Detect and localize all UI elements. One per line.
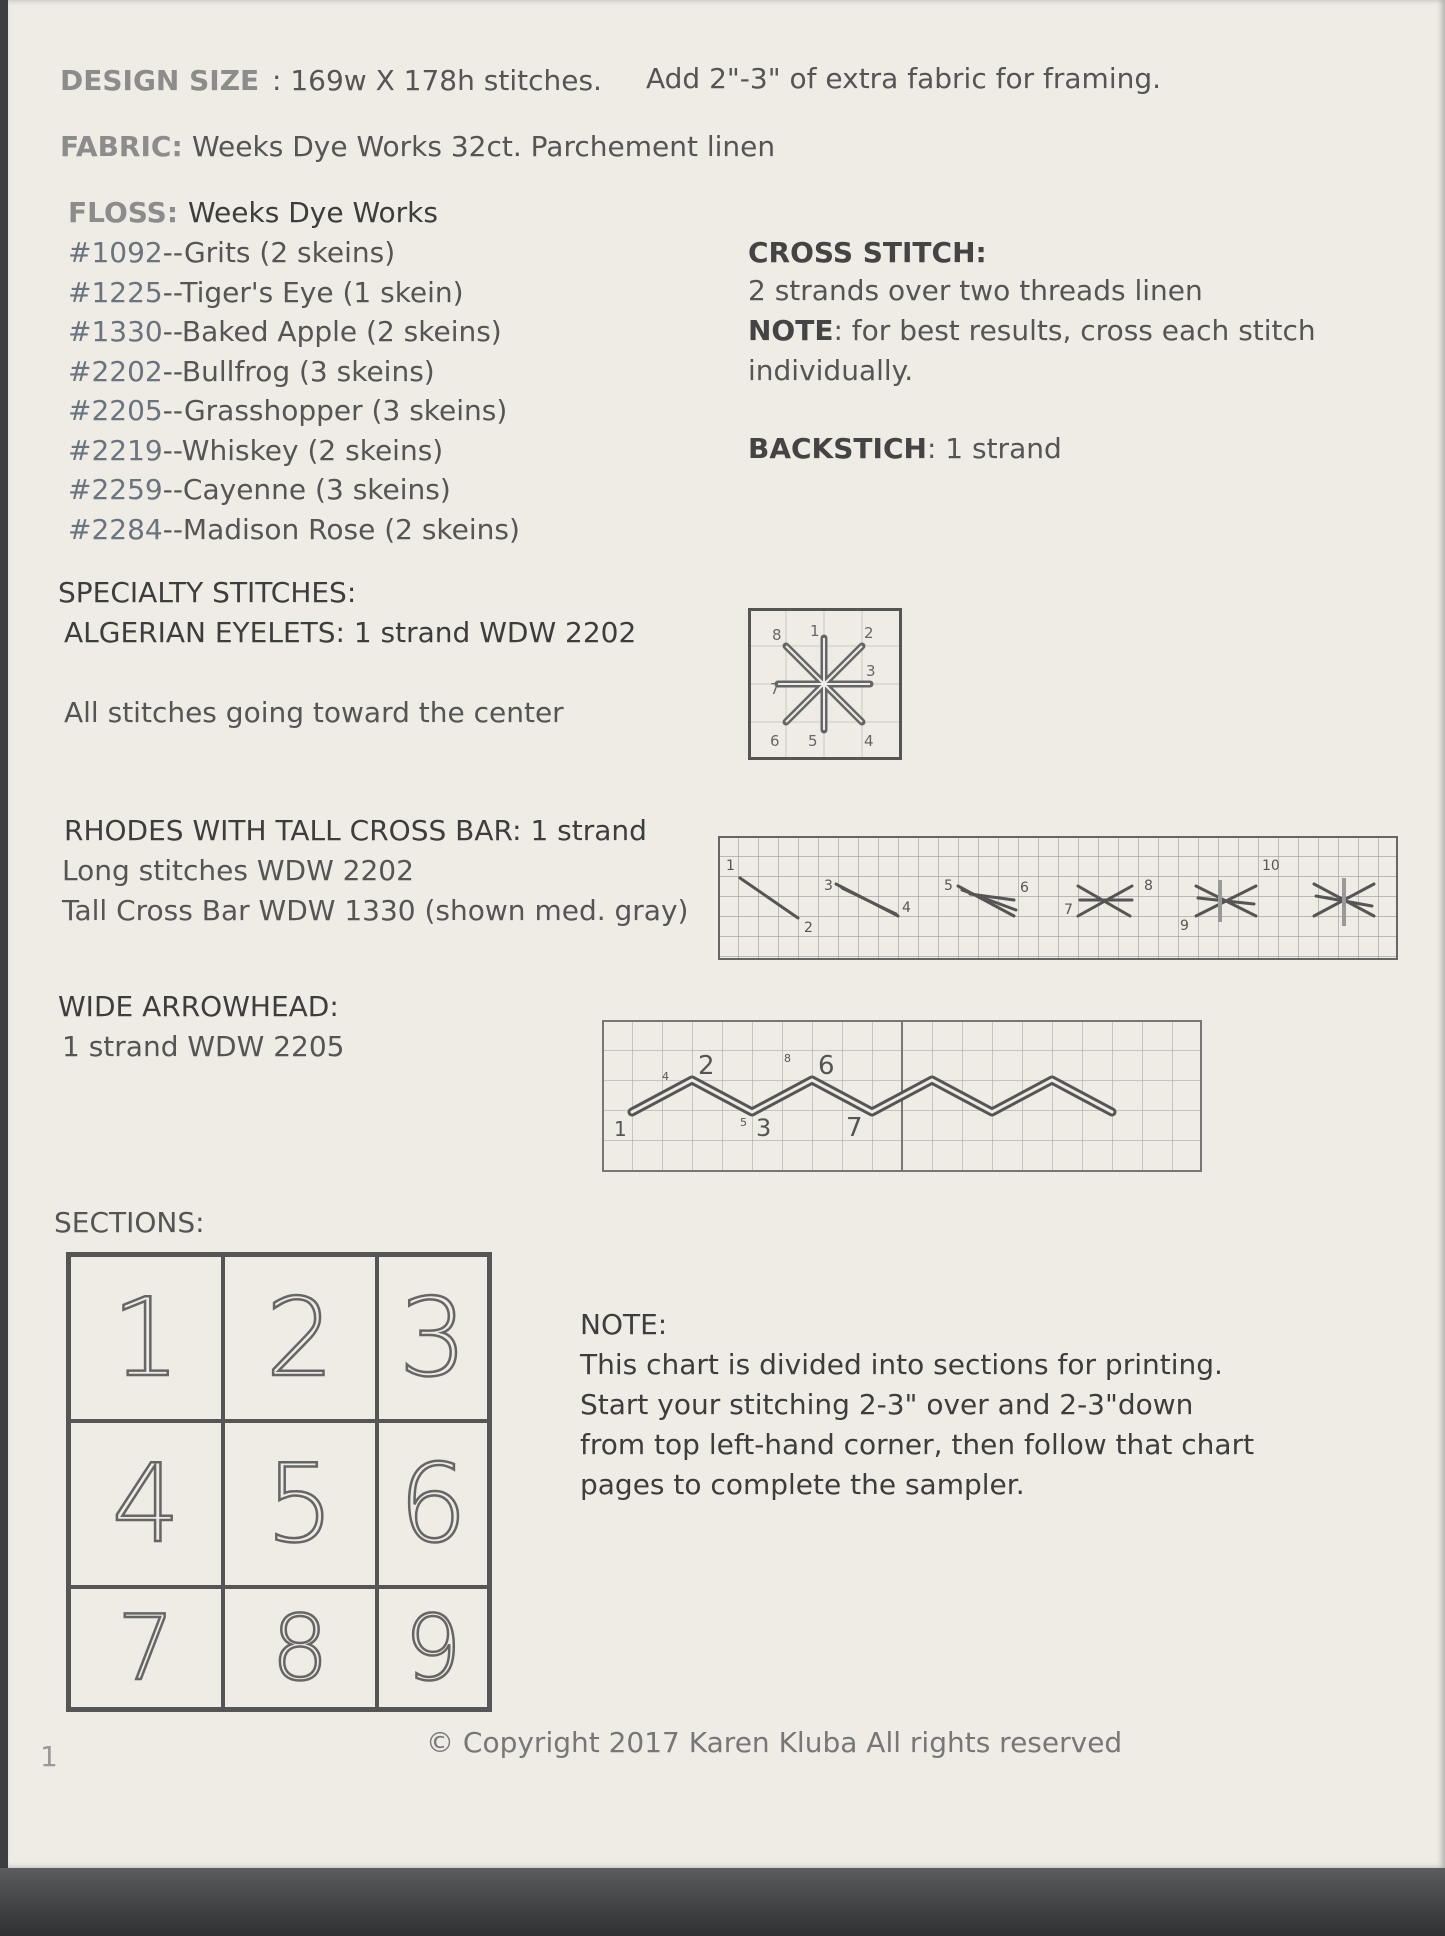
diagram-number: 1 [810,622,820,640]
floss-item: #1092--Grits (2 skeins) [68,236,396,269]
note-title: NOTE: [580,1308,668,1341]
floss-item: #2284--Madison Rose (2 skeins) [68,513,520,546]
diagram-number: 4 [902,900,911,916]
algerian-note: All stitches going toward the center [64,696,564,729]
copyright: © Copyright 2017 Karen Kluba All rights reserved [426,1726,1123,1759]
diagram-number: 9 [1180,918,1189,934]
diagram-number: 3 [824,878,833,894]
diagram-number: 4 [864,732,874,750]
cross-stitch-line: 2 strands over two threads linen [748,274,1203,307]
design-size-label: DESIGN SIZE [60,64,260,97]
diagram-number: 5 [944,878,953,894]
section-cell: 3 [377,1255,489,1421]
diagram-number: 8 [772,626,782,644]
floss-item: #1330--Baked Apple (2 skeins) [68,315,502,348]
section-cell: 2 [223,1255,377,1421]
note-line: from top left-hand corner, then follow that chart [580,1428,1255,1461]
diagram-number: 1 [726,858,735,874]
section-cell: 5 [223,1421,377,1587]
section-cell: 1 [69,1255,223,1421]
arrowhead-diagram [602,1020,1202,1172]
framing-note: Add 2"-3" of extra fabric for framing. [646,62,1162,95]
note-line: Start your stitching 2-3" over and 2-3"down [580,1388,1194,1421]
diagram-number: 6 [818,1051,835,1081]
desk-surface [0,1868,1445,1936]
fabric-value: Weeks Dye Works 32ct. Parchement linen [192,130,776,163]
rhodes-line: Tall Cross Bar WDW 1330 (shown med. gray) [62,894,689,927]
sections-title: SECTIONS: [54,1206,205,1239]
diagram-number: 4 [662,1070,669,1083]
algerian-eyelets: ALGERIAN EYELETS: 1 strand WDW 2202 [64,616,637,649]
design-size-value: : 169w X 178h stitches. [272,64,602,97]
cross-stitch-note: NOTE: for best results, cross each stitch [748,314,1316,347]
floss-item: #2219--Whiskey (2 skeins) [68,434,444,467]
diagram-number: 2 [698,1051,715,1081]
note-line: pages to complete the sampler. [580,1468,1025,1501]
diagram-number: 3 [866,662,876,680]
diagram-number: 5 [740,1116,747,1129]
diagram-number: 5 [808,732,818,750]
algerian-eyelet-diagram [748,608,902,760]
rhodes-line: Long stitches WDW 2202 [62,854,414,887]
cross-stitch-title: CROSS STITCH: [748,236,987,269]
section-cell: 9 [377,1587,489,1709]
floss-label: FLOSS: [68,196,179,229]
sections-grid [66,1252,492,1712]
floss-item: #2205--Grasshopper (3 skeins) [68,394,508,427]
floss-item: #2259--Cayenne (3 skeins) [68,473,451,506]
diagram-number: 8 [1144,878,1153,894]
diagram-number: 7 [1064,902,1073,918]
diagram-number: 3 [756,1114,772,1142]
arrowhead-line: 1 strand WDW 2205 [62,1030,345,1063]
diagram-number: 2 [804,920,813,936]
page-number: 1 [40,1740,58,1773]
cross-stitch-note-cont: individually. [748,354,914,387]
diagram-number: 8 [784,1052,791,1065]
section-cell: 8 [223,1587,377,1709]
diagram-number: 7 [770,680,780,698]
specialty-title: SPECIALTY STITCHES: [58,576,357,609]
diagram-number: 10 [1262,858,1280,874]
floss-item: #2202--Bullfrog (3 skeins) [68,355,435,388]
diagram-number: 2 [864,624,874,642]
diagram-number: 1 [614,1117,627,1141]
note-line: This chart is divided into sections for printing. [580,1348,1223,1381]
fabric-label: FABRIC: [60,130,183,163]
section-cell: 4 [69,1421,223,1587]
arrowhead-title: WIDE ARROWHEAD: [58,990,339,1023]
diagram-number: 6 [1020,880,1029,896]
diagram-number: 6 [770,732,780,750]
floss-item: #1225--Tiger's Eye (1 skein) [68,276,464,309]
rhodes-title: RHODES WITH TALL CROSS BAR: 1 strand [64,814,647,847]
section-cell: 6 [377,1421,489,1587]
backstitch-instruction: BACKSTICH: 1 strand [748,432,1062,465]
section-cell: 7 [69,1587,223,1709]
floss-brand: Weeks Dye Works [188,196,438,229]
diagram-number: 7 [846,1113,863,1143]
rhodes-diagram [718,836,1398,960]
